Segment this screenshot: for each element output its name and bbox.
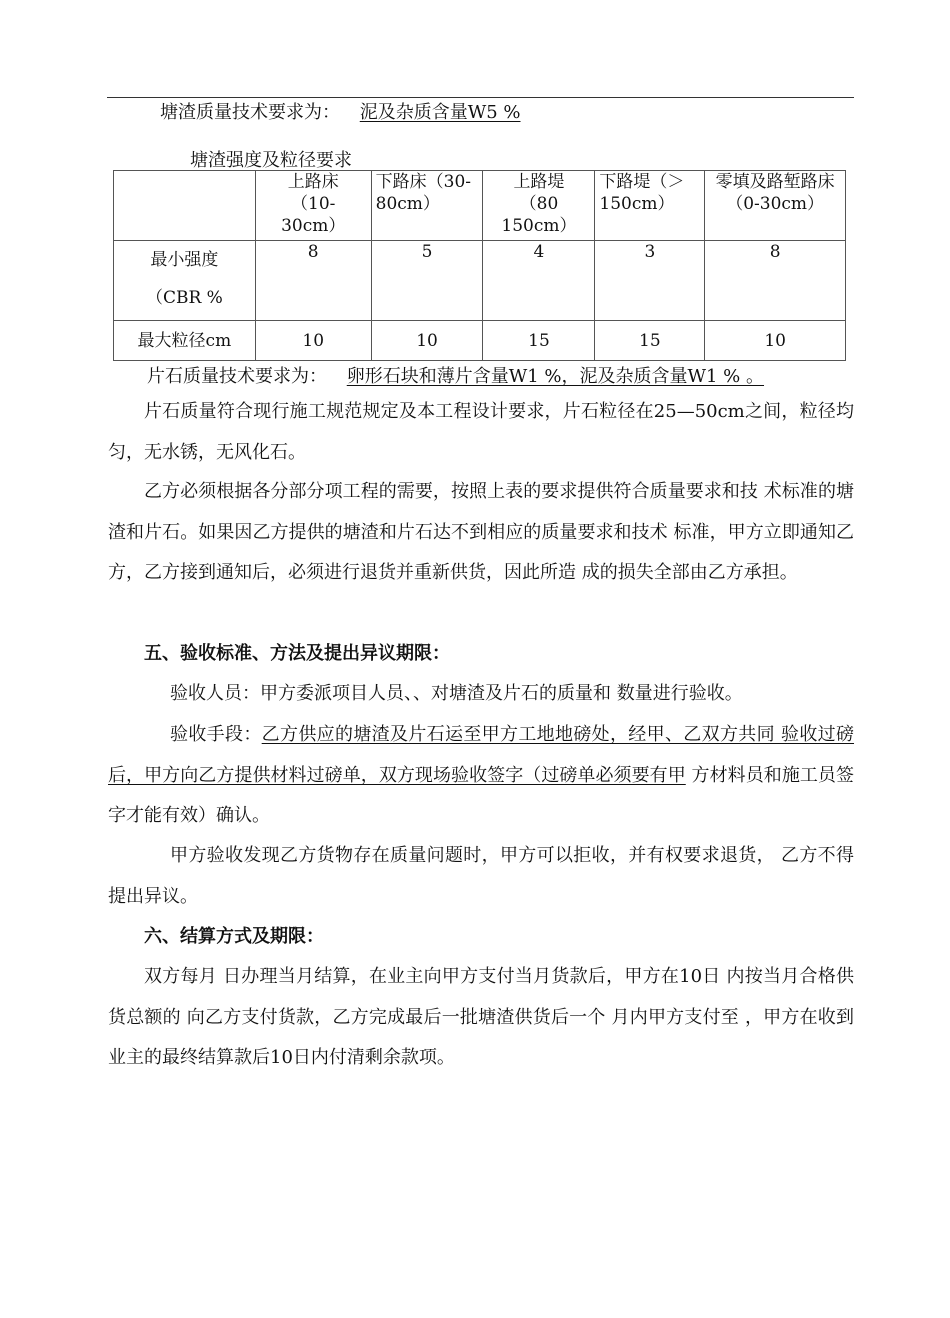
table-header-cell: 下路床（30-80cm） (371, 171, 483, 241)
table-header-cell: 下路堤（＞150cm） (595, 171, 705, 241)
paragraph-acceptance-personnel: 验收人员：甲方委派项目人员、、对塘渣及片石的质量和 数量进行验收。 (170, 683, 743, 704)
tangzha-quality-line (160, 102, 521, 124)
stone-quality-label: 片石质量技术要求为： (147, 366, 327, 387)
table-row-label: 最小强度（CBR % (114, 241, 256, 321)
table-cell: 3 (595, 241, 705, 321)
table-cell: 8 (705, 241, 846, 321)
table-cell: 4 (483, 241, 595, 321)
table-caption: 塘渣强度及粒径要求 (190, 150, 352, 171)
paragraph-supplier-duty: 乙方必须根据各分部分项工程的需要，按照上表的要求提供符合质量要求和技 术标准的塘渣和片石。如果因乙方提供的塘渣和片石达不到相应的质量要求和技术 标准，甲方立即通知乙方，乙方接到通知后，必须进行退货并重新供货，因此所造 成的损失全部由乙方承担。 (108, 481, 854, 583)
paragraph-settlement: 双方每月 日办理当月结算，在业主向甲方支付当月货款后，甲方在10日 内按当月合格供货总额的 向乙方支付货款，乙方完成最后一批塘渣供货后一个 月内甲方支付至 ，甲方在收到业主的最终结算款后10日内付清剩余款项。 (108, 966, 854, 1068)
tangzha-quality-label: 塘渣质量技术要求为： (160, 102, 340, 123)
section-6-title: 六、结算方式及期限： (144, 926, 324, 947)
table-cell: 15 (483, 321, 595, 361)
table-cell: 8 (255, 241, 371, 321)
acceptance-means-underlined: 乙方供应的塘渣及片石运至甲方工地地磅处，经甲、乙双方共同 验收过磅后，甲方向乙方提供材料过磅单，双方现场验收签字（过磅单必须要有甲 (108, 724, 855, 786)
table-row-label: 最大粒径cm (114, 321, 256, 361)
table-cell: 10 (705, 321, 846, 361)
table-cell: 10 (371, 321, 483, 361)
table-row (114, 321, 846, 361)
paragraph-stone-spec: 片石质量符合现行施工规范规定及本工程设计要求，片石粒径在25—50cm之间，粒径均匀，无水锈，无风化石。 (108, 401, 854, 463)
paragraph-rejection: 甲方验收发现乙方货物存在质量问题时，甲方可以拒收，并有权要求退货， 乙方不得提出异议。 (108, 845, 854, 907)
spec-table (113, 170, 846, 361)
paragraph-acceptance-means (108, 715, 854, 837)
stone-quality-line (147, 366, 764, 388)
table-row (114, 241, 846, 321)
table-header-cell: 上路床（10-30cm） (255, 171, 371, 241)
acceptance-means-rest: 方材料员和施工员签字才能有效）确认。 (108, 764, 854, 826)
stone-quality-value: 卵形石块和薄片含量W1 %，泥及杂质含量W1 % 。 (346, 366, 765, 387)
header-rule (107, 97, 854, 98)
tangzha-quality-value: 泥及杂质含量W5 % (359, 102, 521, 123)
acceptance-means-label: 验收手段： (170, 724, 262, 745)
section-5-title: 五、验收标准、方法及提出异议期限： (144, 643, 450, 664)
table-header-cell (114, 171, 256, 241)
table-cell: 15 (595, 321, 705, 361)
table-header-cell: 零填及路堑路床（0-30cm） (705, 171, 846, 241)
table-header-cell: 上路堤（80 150cm） (483, 171, 595, 241)
table-cell: 10 (255, 321, 371, 361)
table-header-row (114, 171, 846, 241)
table-cell: 5 (371, 241, 483, 321)
